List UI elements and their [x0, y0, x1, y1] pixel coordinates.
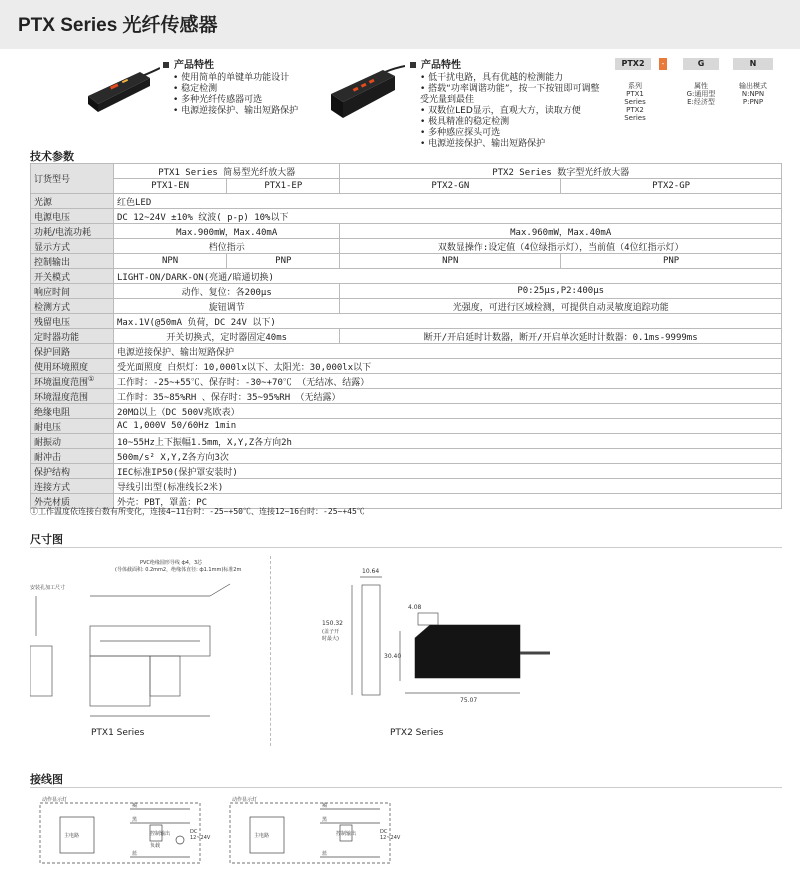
feature-item: • 多种光纤传感器可选	[173, 95, 313, 106]
spec-table	[30, 163, 782, 509]
table-row	[31, 179, 782, 194]
feature-item: • 双数位LED显示，直观大方，读取方便	[420, 106, 600, 117]
table-row	[31, 284, 782, 299]
model-cell: PTX1-EN	[114, 179, 227, 194]
code-dash: -	[659, 58, 667, 70]
dim-150-note: (盖子开	[322, 629, 339, 635]
ptx1-dimension-drawing	[30, 556, 270, 746]
dc-voltage-label: 12~24V	[190, 835, 211, 841]
spec-value: 受光面照度 白炽灯：10,000lx以下、太阳光：30,000lx以下	[114, 359, 782, 374]
table-row	[31, 299, 782, 314]
footnote: ①工作温度依连接台数有所变化，连接4~11台时：-25~+50℃、连接12~16台时：-25~+45℃	[30, 507, 365, 516]
spec-value: Max.960mW，Max.40mA	[340, 224, 782, 239]
table-row	[31, 314, 782, 329]
spec-value: Max.900mW，Max.40mA	[114, 224, 340, 239]
act-indicator-label: 动作显示灯	[232, 797, 258, 803]
feature-item: • 低干扰电路，具有优越的检测能力	[420, 73, 600, 84]
spec-value: IEC标准IP50(保护罩安装时)	[114, 464, 782, 479]
spec-label: 环境温度范围①	[31, 374, 114, 389]
table-row	[31, 344, 782, 359]
spec-header: PTX1 Series 简易型光纤放大器	[114, 164, 340, 179]
table-row	[31, 404, 782, 419]
table-row	[31, 374, 782, 389]
spec-value: P0:25μs,P2:400μs	[340, 284, 782, 299]
features-heading: 产品特性	[174, 60, 214, 71]
spec-value: Max.1V(@50mA 负荷，DC 24V 以下)	[114, 314, 782, 329]
spec-value: 开关切换式，定时器固定40ms	[114, 329, 340, 344]
spec-label: 耐电压	[31, 419, 114, 434]
code-output-label: 输出模式 N:NPN P:PNP	[739, 82, 767, 106]
act-indicator-label: 动作显示灯	[42, 797, 68, 803]
ptx2-product-image	[325, 58, 405, 124]
code-output-box: N	[733, 58, 773, 70]
table-row	[31, 224, 782, 239]
brown-wire-label: 褐	[132, 803, 138, 809]
table-row	[31, 479, 782, 494]
ptx2-dimension-drawing	[320, 563, 550, 723]
spec-value: 红色LED	[114, 194, 782, 209]
spec-label: 环境湿度范围	[31, 389, 114, 404]
code-attr-label: 属性 G:通用型 E:经济型	[686, 82, 716, 106]
black-wire-label: 黑	[322, 817, 328, 823]
wiring-diagram	[30, 795, 410, 871]
spec-label: 显示方式	[31, 239, 114, 254]
mount-note: 安装孔加工尺寸	[30, 585, 66, 591]
ptx2-series-label: PTX2 Series	[390, 728, 444, 738]
divider	[30, 787, 782, 788]
table-row	[31, 269, 782, 284]
spec-label: 响应时间	[31, 284, 114, 299]
table-row	[31, 329, 782, 344]
main-circuit-label: 主电路	[254, 833, 270, 839]
ptx2-features	[410, 60, 600, 150]
dimension-section-title: 尺寸图	[30, 533, 63, 546]
spec-label: 使用环境照度	[31, 359, 114, 374]
features-heading: 产品特性	[421, 60, 461, 71]
spec-value: 光强度，可进行区域检测，可提供自动灵敏度追踪功能	[340, 299, 782, 314]
spec-value: 工作时：-25~+55℃、保存时：-30~+70℃ （无结冰、结露）	[114, 374, 782, 389]
ptx1-product-image	[80, 58, 160, 118]
main-circuit-label: 主电路	[64, 833, 80, 839]
feature-item: • 使用简单的单键单功能设计	[173, 73, 313, 84]
blue-wire-label: 蓝	[132, 851, 138, 857]
model-code-diagram	[615, 58, 790, 122]
spec-label: 功耗/电流功耗	[31, 224, 114, 239]
spec-value: DC 12~24V ±10% 纹波( p-p) 10%以下	[114, 209, 782, 224]
spec-label: 订货型号	[31, 164, 114, 194]
table-row	[31, 209, 782, 224]
spec-value: 20MΩ以上（DC 500V兆欧表）	[114, 404, 782, 419]
spec-value: 外壳：PBT，罩盖：PC	[114, 494, 782, 509]
spec-value: 导线引出型(标准线长2米)	[114, 479, 782, 494]
dc-label: DC	[190, 829, 198, 835]
spec-label: 残留电压	[31, 314, 114, 329]
spec-label: 绝缘电阻	[31, 404, 114, 419]
black-wire-label: 黑	[132, 817, 138, 823]
page-title: PTX Series 光纤传感器	[18, 15, 218, 36]
spec-value: 档位指示	[114, 239, 340, 254]
spec-value: LIGHT-ON/DARK-ON(亮通/暗通切换)	[114, 269, 782, 284]
table-row	[31, 239, 782, 254]
page-header	[0, 0, 800, 49]
spec-value: PNP	[227, 254, 340, 269]
brown-wire-label: 褐	[322, 803, 328, 809]
dim-150-note-2: 时最大)	[322, 636, 339, 642]
spec-value: 500m/s² X,Y,Z各方向3次	[114, 449, 782, 464]
spec-label: 检测方式	[31, 299, 114, 314]
spec-label: 光源	[31, 194, 114, 209]
wiring-section-title: 接线图	[30, 773, 63, 786]
dim-4-08: 4.08	[408, 604, 422, 611]
spec-value: 10~55Hz上下振幅1.5mm，X,Y,Z各方向2h	[114, 434, 782, 449]
table-row	[31, 389, 782, 404]
model-cell: PTX2-GN	[340, 179, 561, 194]
ptx1-features	[163, 60, 313, 117]
ctrl-out-label: 控制输出	[150, 831, 171, 837]
spec-value: NPN	[114, 254, 227, 269]
feature-item: • 搭载“功率调谐功能”，按一下按钮即可调整受光量到最佳	[420, 84, 600, 106]
code-series-box: PTX2	[615, 58, 651, 70]
table-row	[31, 434, 782, 449]
load-label: 负载	[150, 843, 161, 849]
model-cell: PTX1-EP	[227, 179, 340, 194]
dc-label: DC	[380, 829, 388, 835]
model-cell: PTX2-GP	[561, 179, 782, 194]
pvc-note-2: (导体截面积: 0.2mm2，绝缘体直径: ф1.1mm)标准2m	[115, 567, 242, 573]
table-row	[31, 419, 782, 434]
feature-item: • 极具精准的稳定检测	[420, 117, 600, 128]
spec-value: AC 1,000V 50/60Hz 1min	[114, 419, 782, 434]
blue-wire-label: 蓝	[322, 851, 328, 857]
spec-label: 定时器功能	[31, 329, 114, 344]
divider	[30, 547, 782, 548]
table-row	[31, 194, 782, 209]
spec-header: PTX2 Series 数字型光纤放大器	[340, 164, 782, 179]
spec-label: 耐冲击	[31, 449, 114, 464]
spec-label: 外壳材质	[31, 494, 114, 509]
code-series-label: 系列 PTX1 Series PTX2 Series	[624, 82, 646, 122]
spec-label: 控制输出	[31, 254, 114, 269]
dim-150-32: 150.32	[322, 620, 343, 627]
spec-value: 电源逆接保护、输出短路保护	[114, 344, 782, 359]
spec-label: 开关模式	[31, 269, 114, 284]
divider	[270, 556, 272, 746]
feature-item: • 稳定检测	[173, 84, 313, 95]
spec-label: 耐振动	[31, 434, 114, 449]
table-row	[31, 164, 782, 179]
dim-75-07: 75.07	[460, 697, 478, 704]
dc-voltage-label: 12~24V	[380, 835, 401, 841]
feature-item: • 多种感应探头可选	[420, 128, 600, 139]
feature-item: • 电源逆接保护、输出短路保护	[173, 106, 313, 117]
spec-label: 电源电压	[31, 209, 114, 224]
spec-value: PNP	[561, 254, 782, 269]
spec-value: 双数显操作:设定值（4位绿指示灯），当前值（4位红指示灯）	[340, 239, 782, 254]
spec-value: 工作时：35~85%RH 、保存时：35~95%RH （无结露）	[114, 389, 782, 404]
dim-30-40: 30.40	[384, 653, 402, 660]
spec-value: 旋钮调节	[114, 299, 340, 314]
ctrl-out-label: 控制输出	[336, 831, 357, 837]
spec-value: 动作、复位：各200μs	[114, 284, 340, 299]
pvc-note: PVC绝缘圆形导线 ф4，3芯	[140, 560, 203, 566]
spec-value: NPN	[340, 254, 561, 269]
ptx1-series-label: PTX1 Series	[91, 728, 145, 738]
feature-item: • 电源逆接保护、输出短路保护	[420, 139, 600, 150]
spec-label: 保护回路	[31, 344, 114, 359]
dim-10-64: 10.64	[362, 568, 380, 575]
spec-section-title: 技术参数	[30, 150, 74, 163]
table-row	[31, 359, 782, 374]
table-row	[31, 449, 782, 464]
spec-label: 保护结构	[31, 464, 114, 479]
spec-label: 连接方式	[31, 479, 114, 494]
code-attr-box: G	[683, 58, 719, 70]
table-row	[31, 464, 782, 479]
table-row	[31, 254, 782, 269]
spec-value: 断开/开启延时计数器，断开/开启单次延时计数器：0.1ms-9999ms	[340, 329, 782, 344]
